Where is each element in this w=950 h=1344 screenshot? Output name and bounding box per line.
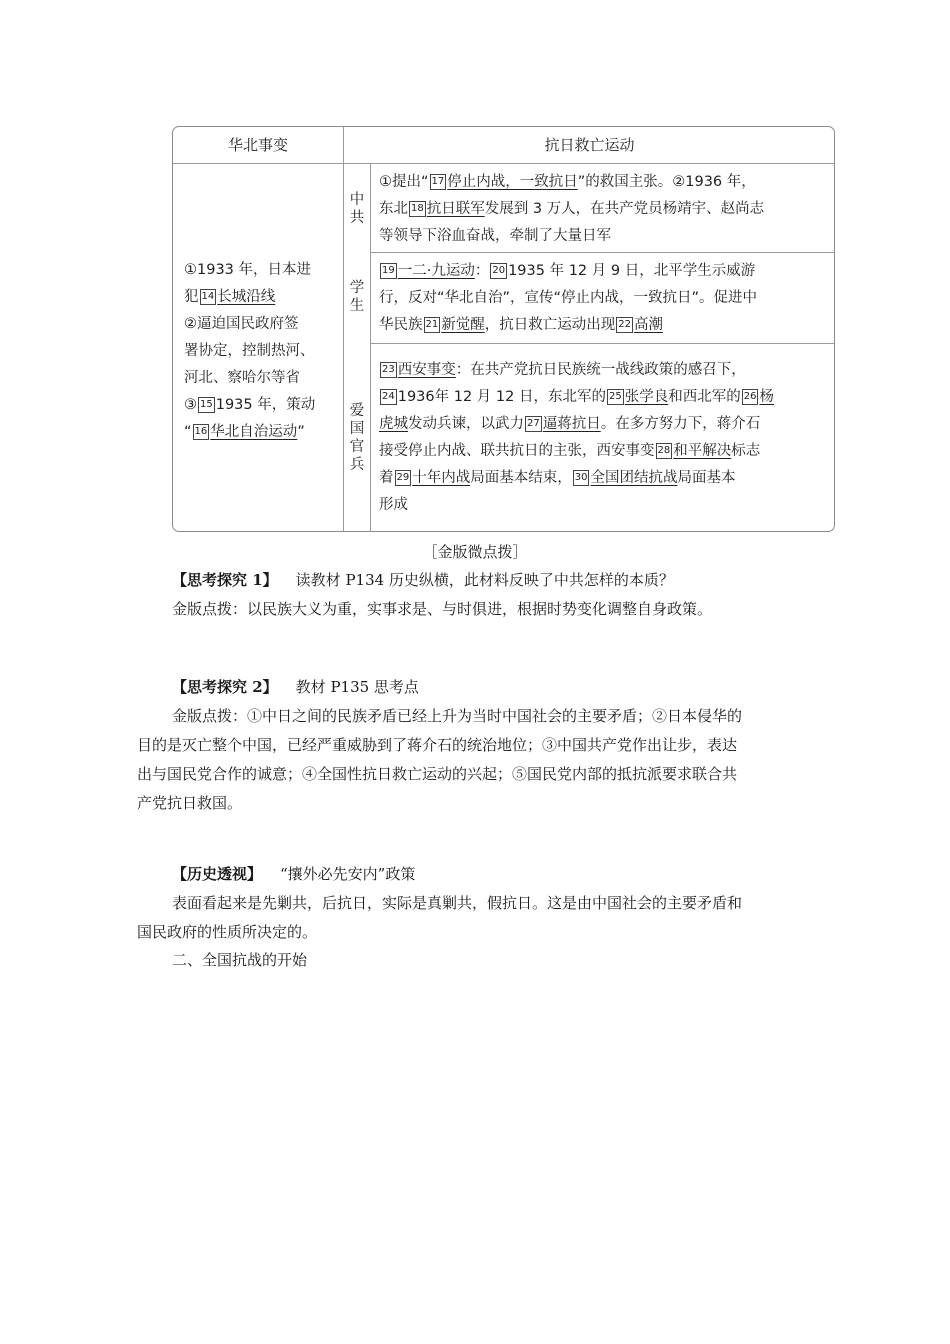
row-divider-1 — [370, 252, 835, 253]
header-north-china-incident: 华北事变 — [227, 136, 288, 154]
row-label-ccp: 中 共 — [349, 192, 365, 226]
think-tag-1: 【思考探究 1】 — [172, 571, 278, 589]
north-china-incident-cell: ①1933 年，日本进 犯 14 长城沿线 ②逼迫国民政府签 署协定，控制热河、 河北、察哈尔等省 ③ 15 1935 年，策动 “ 16 华北自治运动” — [184, 262, 316, 440]
row-label-students: 学 生 — [349, 280, 365, 314]
summary-table — [172, 126, 835, 532]
think-answer-2-line-3: 出与国民党合作的诚意；④全国性抗日救亡运动的兴起；⑤国民党内部的抵抗派要求联合共 — [137, 765, 738, 783]
think-answer-2-line-1: 金版点拨：①中日之间的民族矛盾已经上升为当时中国社会的主要矛盾；②日本侵华的 — [172, 707, 743, 725]
header-divider — [173, 163, 835, 164]
think-answer-1: 金版点拨：以民族大义为重，实事求是、与时俱进，根据时势变化调整自身政策。 — [172, 600, 713, 618]
history-text-line-2: 国民政府的性质所决定的。 — [137, 923, 318, 941]
history-text-line-1: 表面看起来是先剿共，后抗日，实际是真剿共，假抗日。这是由中国社会的主要矛盾和 — [172, 894, 743, 912]
history-perspective-heading: 【历史透视】 “攘外必先安内”政策 — [172, 865, 416, 883]
ccp-row-content: ①提出“ 17 停止内战，一致抗日”的救国主张。②1936 年， 东北 18 抗日联军发展到 3 万人，在共产党员杨靖宇、赵尚志 等领导下浴血奋战，牵制了大量日军 — [379, 174, 765, 244]
header-anti-japanese-movement: 抗日救亡运动 — [544, 136, 635, 154]
think-answer-2-line-4: 产党抗日救国。 — [137, 794, 243, 812]
section-title: ［金版微点拨］ — [422, 543, 528, 561]
think-answer-2-line-2: 目的是灭亡整个中国，已经严重威胁到了蒋介石的统治地位；③中国共产党作出让步，表达 — [137, 736, 738, 754]
history-tag: 【历史透视】 — [172, 865, 263, 883]
think-tag-2: 【思考探究 2】 — [172, 678, 278, 696]
label-column-divider — [370, 163, 371, 532]
officers-row-content: 23 西安事变：在共产党抗日民族统一战线政策的感召下， 24 1936年 12 月 12 日，东北军的 25 张学良和西北军的 26 杨 虎城发动兵谏，以武力 27 逼蒋抗日。在多方努力下，蒋介石 接受停止内战、联共抗日的主张，西安事变 28 和平解决标志 着 29 十年内战局面基本结束， 30 全国团结抗战局面基本 形成 — [379, 362, 774, 513]
think-question-2: 【思考探究 2】 教材 P135 思考点 — [172, 678, 419, 696]
next-section-heading: 二、全国抗战的开始 — [172, 951, 308, 969]
row-divider-2 — [370, 343, 835, 344]
students-row-content: 19 一二·九运动： 20 1935 年 12 月 9 日，北平学生示威游 行，反对“华北自治”，宣传“停止内战，一致抗日”。促进中 华民族 21 新觉醒，抗日救亡运动出现 22 高潮 — [379, 263, 758, 333]
row-label-patriotic-officers: 爱 国 官 兵 — [349, 403, 365, 473]
think-question-1: 【思考探究 1】 读教材 P134 历史纵横，此材料反映了中共怎样的本质？ — [172, 571, 674, 589]
